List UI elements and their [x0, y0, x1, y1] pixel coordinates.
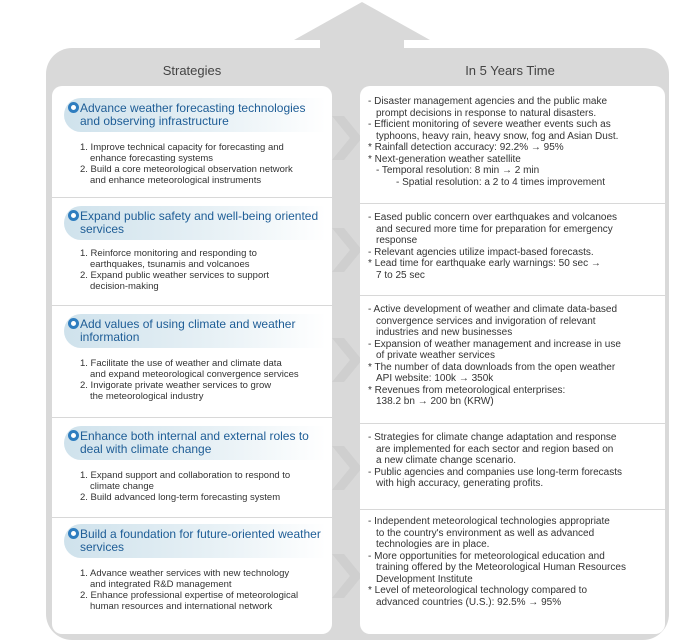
strategy-4: [52, 418, 332, 518]
strategy-item: 1. Reinforce monitoring and responding to earthquakes, tsunamis and volcanoes: [80, 248, 257, 270]
strategy-items: [80, 568, 326, 612]
strategy-title: Add values of using climate and weather information: [68, 318, 330, 344]
circle-bullet-icon: [68, 102, 79, 113]
circle-bullet-icon: [68, 210, 79, 221]
strategy-item: 2. Expand public weather services to support decision-making: [80, 270, 270, 292]
circle-bullet-icon: [68, 528, 79, 539]
strategy-item: 1. Improve technical capacity for forecasting and enhance forecasting systems: [80, 142, 284, 164]
outcomes-panel: [360, 86, 665, 634]
strategy-items: [80, 358, 326, 402]
strategy-items: [80, 248, 326, 292]
strategy-item: 2. Enhance professional expertise of meteorological human resources and international network: [80, 590, 299, 612]
strategy-title: Advance weather forecasting technologies and observing infrastructure: [68, 102, 330, 128]
strategy-title: Expand public safety and well-being oriented services: [68, 210, 330, 236]
strategy-item: 2. Build a core meteorological observation network and enhance meteorological instruments: [80, 164, 293, 186]
outcome-text: - Active development of weather and climate data-based convergence services and invigoration of relevant industries and new businesses - Expansion of weather management and increase in use of private weather services * The number of data downloads from the open weather API website: 100k → 350k * Revenues from meteorological enterprises: 138.2 bn → 200 bn (KRW): [368, 304, 621, 407]
strategy-items: [80, 470, 326, 503]
strategy-item: 2. Invigorate private weather services to grow the meteorological industry: [80, 380, 272, 402]
outcome-text: - Independent meteorological technologies appropriate to the country's environment as well as advanced technologies are in place. - More opportunities for meteorological education and training offered by the Meteorological Human Resources Development Institute * Level of meteorological technology compared to advanced countries (U.S.): 92.5% → 95%: [368, 516, 626, 608]
chevron-right-icon: [332, 554, 362, 598]
strategy-title: Enhance both internal and external roles to deal with climate change: [68, 430, 330, 456]
outcome-5: [360, 510, 665, 634]
outcomes-header: In 5 Years Time: [465, 63, 555, 78]
outcome-2: [360, 204, 665, 296]
strategy-item: 2. Build advanced long-term forecasting system: [80, 492, 281, 503]
strategies-header: Strategies: [162, 63, 222, 78]
strategy-items: [80, 142, 326, 186]
strategy-item: 1. Advance weather services with new technology and integrated R&D management: [80, 568, 290, 590]
outcome-text: - Disaster management agencies and the public make prompt decisions in response to natural disasters. - Efficient monitoring of severe weather events such as typhoons, heavy rain, heavy snow, fog and Asian Dust. * Rainfall detection accuracy: 92.2% → 95% * Next-generation weather satellite - Temporal resolution: 8 min → 2 min - Spatial resolution: a 2 to 4 times improvement: [368, 96, 619, 188]
strategy-3: [52, 306, 332, 418]
strategy-item: 1. Expand support and collaboration to respond to climate change: [80, 470, 291, 492]
chevron-right-icon: [332, 116, 362, 160]
strategy-item: 1. Facilitate the use of weather and climate data and expand meteorological convergence services: [80, 358, 299, 380]
strategies-panel: [52, 86, 332, 634]
circle-bullet-icon: [68, 318, 79, 329]
outcome-3: [360, 296, 665, 424]
strategy-title: Build a foundation for future-oriented weather services: [68, 528, 330, 554]
outcome-1: [360, 86, 665, 204]
chevron-right-icon: [332, 228, 362, 272]
strategy-2: [52, 198, 332, 306]
circle-bullet-icon: [68, 430, 79, 441]
chevron-right-icon: [332, 338, 362, 382]
outcome-text: - Strategies for climate change adaptation and response are implemented for each sector and region based on a new climate change scenario. - Public agencies and companies use long-term forecasts with high accuracy, generating profits.: [368, 432, 623, 489]
chevron-right-icon: [332, 446, 362, 490]
outcome-text: - Eased public concern over earthquakes and volcanoes and secured more time for preparation for emergency response - Relevant agencies utilize impact-based forecasts. * Lead time for earthquake early warnings: 50 sec → 7 to 25 sec: [368, 212, 618, 281]
outcome-4: [360, 424, 665, 510]
strategy-5: [52, 518, 332, 634]
strategy-1: [52, 86, 332, 198]
